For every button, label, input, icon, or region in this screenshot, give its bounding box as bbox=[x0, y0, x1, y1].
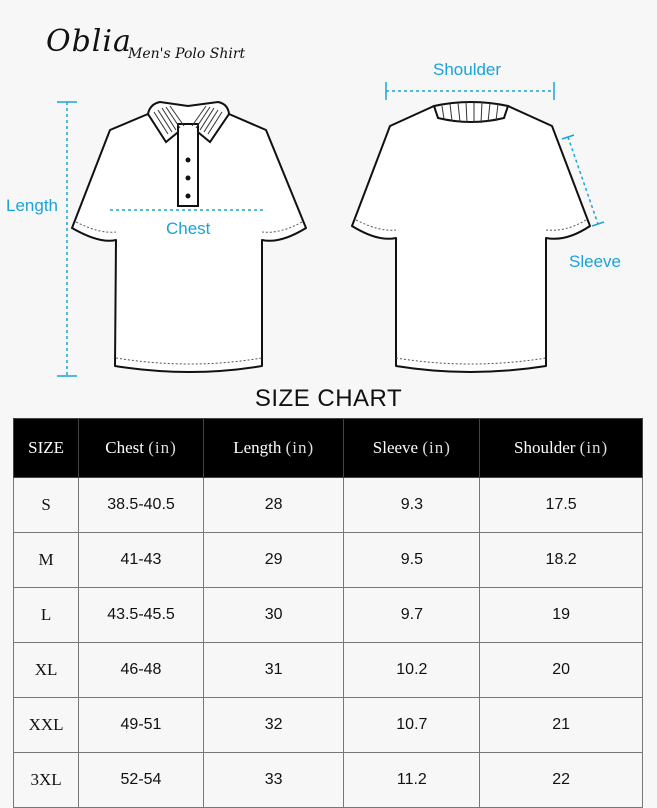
cell-length: 32 bbox=[203, 698, 344, 753]
cell-length: 33 bbox=[203, 753, 344, 808]
header-chest-unit: (in) bbox=[148, 438, 177, 457]
size-chart-title: SIZE CHART bbox=[254, 385, 403, 412]
size-table bbox=[13, 418, 643, 808]
sleeve-label: Sleeve bbox=[569, 252, 621, 271]
header-shoulder-unit: (in) bbox=[579, 438, 609, 457]
chest-label: Chest bbox=[166, 219, 211, 238]
header-shoulder-label: Shoulder bbox=[514, 438, 576, 457]
cell-size: XL bbox=[14, 643, 79, 698]
header-chest bbox=[79, 419, 204, 478]
cell-sleeve: 11.2 bbox=[344, 753, 480, 808]
table-row bbox=[14, 533, 643, 588]
shoulder-label: Shoulder bbox=[433, 60, 502, 79]
cell-sleeve: 9.3 bbox=[344, 478, 480, 533]
cell-shoulder: 19 bbox=[480, 588, 643, 643]
header-length bbox=[203, 419, 344, 478]
cell-size: L bbox=[14, 588, 79, 643]
header-sleeve bbox=[344, 419, 480, 478]
cell-chest: 49-51 bbox=[79, 698, 204, 753]
logo-wordmark: Oblia bbox=[46, 24, 132, 59]
cell-sleeve: 10.7 bbox=[344, 698, 480, 753]
table-row bbox=[14, 588, 643, 643]
cell-sleeve: 10.2 bbox=[344, 643, 480, 698]
header-sleeve-unit: (in) bbox=[422, 438, 451, 457]
cell-chest: 43.5-45.5 bbox=[79, 588, 204, 643]
cell-size: XXL bbox=[14, 698, 79, 753]
cell-length: 30 bbox=[203, 588, 344, 643]
cell-chest: 38.5-40.5 bbox=[79, 478, 204, 533]
header-length-unit: (in) bbox=[285, 438, 315, 457]
cell-size: M bbox=[14, 533, 79, 588]
cell-shoulder: 21 bbox=[480, 698, 643, 753]
cell-length: 28 bbox=[203, 478, 344, 533]
cell-shoulder: 22 bbox=[480, 753, 643, 808]
cell-chest: 46-48 bbox=[79, 643, 204, 698]
cell-chest: 41-43 bbox=[79, 533, 204, 588]
header-size bbox=[14, 419, 79, 478]
table-row bbox=[14, 643, 643, 698]
logo-subtitle: Men's Polo Shirt bbox=[128, 46, 246, 62]
cell-length: 29 bbox=[203, 533, 344, 588]
table-header-row bbox=[14, 419, 643, 478]
cell-shoulder: 20 bbox=[480, 643, 643, 698]
header-length-label: Length bbox=[233, 438, 282, 457]
cell-chest: 52-54 bbox=[79, 753, 204, 808]
cell-sleeve: 9.7 bbox=[344, 588, 480, 643]
cell-length: 31 bbox=[203, 643, 344, 698]
cell-shoulder: 17.5 bbox=[480, 478, 643, 533]
cell-sleeve: 9.5 bbox=[344, 533, 480, 588]
table-row bbox=[14, 698, 643, 753]
header-chest-label: Chest bbox=[105, 438, 144, 457]
cell-shoulder: 18.2 bbox=[480, 533, 643, 588]
length-label: Length bbox=[6, 196, 58, 215]
header-shoulder bbox=[480, 419, 643, 478]
cell-size: 3XL bbox=[14, 753, 79, 808]
table-row bbox=[14, 753, 643, 808]
header-sleeve-label: Sleeve bbox=[372, 438, 419, 457]
polo-shirt-illustration bbox=[0, 60, 657, 390]
table-row bbox=[14, 478, 643, 533]
cell-size: S bbox=[14, 478, 79, 533]
header-size-label: SIZE bbox=[28, 438, 64, 457]
back-shirt bbox=[352, 106, 590, 372]
